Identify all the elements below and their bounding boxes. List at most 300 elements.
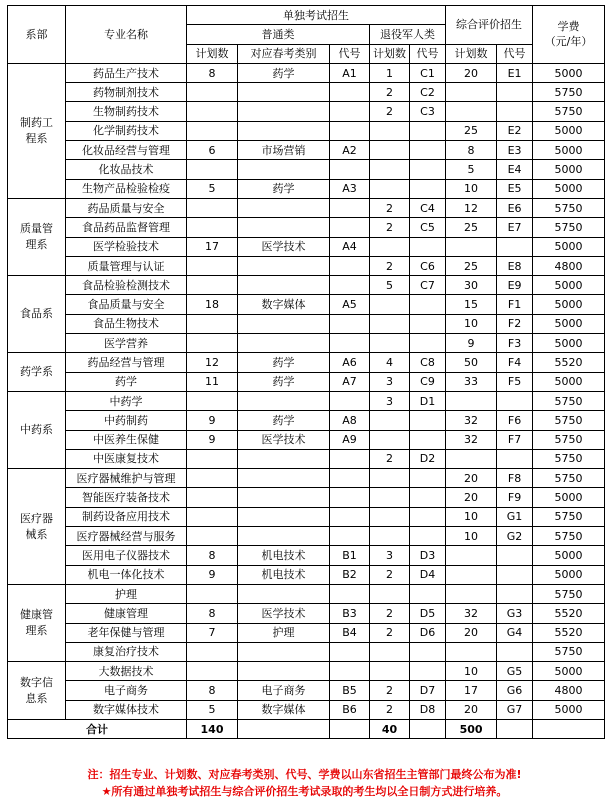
- tuition: 5000: [533, 276, 605, 295]
- veteran-code: [410, 430, 446, 449]
- veteran-code: C9: [410, 372, 446, 391]
- tuition: 5000: [533, 372, 605, 391]
- veteran-code: D5: [410, 604, 446, 623]
- veteran-plan: [370, 334, 410, 353]
- veteran-code: [410, 334, 446, 353]
- table-row: [8, 546, 605, 565]
- tuition: 5000: [533, 141, 605, 160]
- veteran-plan: 2: [370, 604, 410, 623]
- veteran-code: [410, 469, 446, 488]
- veteran-plan: 2: [370, 681, 410, 700]
- general-plan: [187, 83, 238, 102]
- general-code: A1: [330, 63, 370, 82]
- veteran-code: D4: [410, 565, 446, 584]
- dept-name: 中药系: [8, 391, 66, 468]
- veteran-code: [410, 179, 446, 198]
- header-comprehensive: 综合评价招生: [446, 6, 533, 45]
- general-category: 药学: [238, 411, 330, 430]
- general-code: [330, 160, 370, 179]
- table-row: [8, 623, 605, 642]
- general-code: [330, 198, 370, 217]
- tuition: 5000: [533, 488, 605, 507]
- table-row: [8, 469, 605, 488]
- major-name: 中药制药: [66, 411, 187, 430]
- table-row: [8, 256, 605, 275]
- major-name: 康复治疗技术: [66, 642, 187, 661]
- comprehensive-code: [497, 391, 533, 410]
- general-category: 电子商务: [238, 681, 330, 700]
- enrollment-plan-table: [7, 5, 605, 739]
- table-row: [8, 295, 605, 314]
- major-name: 食品生物技术: [66, 314, 187, 333]
- table-row: [8, 372, 605, 391]
- comprehensive-plan: [446, 102, 497, 121]
- veteran-code: C8: [410, 353, 446, 372]
- major-name: 中药学: [66, 391, 187, 410]
- veteran-plan: [370, 507, 410, 526]
- comprehensive-code: G3: [497, 604, 533, 623]
- general-plan: 9: [187, 430, 238, 449]
- general-plan: [187, 488, 238, 507]
- comprehensive-plan: [446, 391, 497, 410]
- veteran-code: D8: [410, 700, 446, 719]
- comprehensive-code: F8: [497, 469, 533, 488]
- table-row: [8, 527, 605, 546]
- major-name: 食品检验检测技术: [66, 276, 187, 295]
- general-category: 药学: [238, 372, 330, 391]
- veteran-plan: [370, 179, 410, 198]
- general-plan: [187, 449, 238, 468]
- tuition: 5000: [533, 160, 605, 179]
- comprehensive-plan: 8: [446, 141, 497, 160]
- general-code: [330, 102, 370, 121]
- comprehensive-code: E6: [497, 198, 533, 217]
- comprehensive-code: G6: [497, 681, 533, 700]
- veteran-code: [410, 527, 446, 546]
- major-name: 电子商务: [66, 681, 187, 700]
- general-category: [238, 276, 330, 295]
- general-plan: [187, 469, 238, 488]
- general-code: A9: [330, 430, 370, 449]
- general-plan: 12: [187, 353, 238, 372]
- comprehensive-plan: 10: [446, 179, 497, 198]
- veteran-plan: 2: [370, 700, 410, 719]
- tuition: 5750: [533, 430, 605, 449]
- general-plan: [187, 276, 238, 295]
- general-category: [238, 102, 330, 121]
- comprehensive-code: G7: [497, 700, 533, 719]
- comprehensive-plan: 10: [446, 314, 497, 333]
- table-row: [8, 353, 605, 372]
- general-plan: 5: [187, 700, 238, 719]
- veteran-code: [410, 584, 446, 603]
- table-row: [8, 604, 605, 623]
- major-name: 健康管理: [66, 604, 187, 623]
- comprehensive-code: E3: [497, 141, 533, 160]
- comprehensive-code: F9: [497, 488, 533, 507]
- veteran-code: D7: [410, 681, 446, 700]
- comprehensive-code: [497, 237, 533, 256]
- veteran-code: C5: [410, 218, 446, 237]
- general-code: B6: [330, 700, 370, 719]
- major-name: 药品经营与管理: [66, 353, 187, 372]
- veteran-plan: 2: [370, 218, 410, 237]
- general-code: [330, 662, 370, 681]
- general-plan: [187, 314, 238, 333]
- comprehensive-plan: 10: [446, 507, 497, 526]
- general-plan: [187, 507, 238, 526]
- tuition: 5520: [533, 353, 605, 372]
- general-category: 数字媒体: [238, 700, 330, 719]
- general-plan: [187, 584, 238, 603]
- comprehensive-plan: 30: [446, 276, 497, 295]
- tuition: 5750: [533, 391, 605, 410]
- comprehensive-plan: [446, 584, 497, 603]
- general-category: 医学技术: [238, 430, 330, 449]
- veteran-plan: [370, 237, 410, 256]
- general-plan: [187, 391, 238, 410]
- comprehensive-plan: 25: [446, 218, 497, 237]
- general-category: 机电技术: [238, 546, 330, 565]
- major-name: 大数据技术: [66, 662, 187, 681]
- general-category: [238, 527, 330, 546]
- comprehensive-code: E9: [497, 276, 533, 295]
- comprehensive-plan: 32: [446, 430, 497, 449]
- general-plan: [187, 218, 238, 237]
- general-code: [330, 488, 370, 507]
- general-plan: [187, 334, 238, 353]
- general-category: [238, 334, 330, 353]
- comprehensive-code: G5: [497, 662, 533, 681]
- veteran-plan: 2: [370, 256, 410, 275]
- header-general-category: 对应春考类别: [238, 44, 330, 63]
- comprehensive-plan: 15: [446, 295, 497, 314]
- general-plan: [187, 102, 238, 121]
- comprehensive-code: F5: [497, 372, 533, 391]
- tuition: 5000: [533, 121, 605, 140]
- general-plan: [187, 527, 238, 546]
- general-category: [238, 198, 330, 217]
- general-plan: 5: [187, 179, 238, 198]
- comprehensive-plan: 25: [446, 121, 497, 140]
- general-category: 护理: [238, 623, 330, 642]
- general-code: A4: [330, 237, 370, 256]
- general-code: A6: [330, 353, 370, 372]
- general-category: [238, 256, 330, 275]
- general-category: [238, 314, 330, 333]
- header-single-exam: 单独考试招生: [187, 6, 446, 25]
- general-code: [330, 218, 370, 237]
- tuition: 5000: [533, 237, 605, 256]
- table-row: [8, 276, 605, 295]
- major-name: 老年保健与管理: [66, 623, 187, 642]
- total-row: [8, 719, 605, 738]
- veteran-code: C2: [410, 83, 446, 102]
- general-code: B4: [330, 623, 370, 642]
- comprehensive-code: E2: [497, 121, 533, 140]
- general-code: [330, 449, 370, 468]
- veteran-plan: [370, 488, 410, 507]
- table-row: [8, 391, 605, 410]
- veteran-plan: 2: [370, 83, 410, 102]
- veteran-plan: 2: [370, 102, 410, 121]
- tuition: 5000: [533, 546, 605, 565]
- dept-name: 数字信 息系: [8, 662, 66, 720]
- table-row: [8, 662, 605, 681]
- comprehensive-code: E4: [497, 160, 533, 179]
- tuition: 5750: [533, 83, 605, 102]
- major-name: 智能医疗装备技术: [66, 488, 187, 507]
- comprehensive-code: G2: [497, 527, 533, 546]
- general-code: [330, 391, 370, 410]
- general-plan: [187, 256, 238, 275]
- table-row: [8, 584, 605, 603]
- total-comprehensive: 500: [446, 719, 497, 738]
- general-code: [330, 507, 370, 526]
- general-plan: 17: [187, 237, 238, 256]
- veteran-plan: 5: [370, 276, 410, 295]
- tuition: 5000: [533, 314, 605, 333]
- comprehensive-code: [497, 565, 533, 584]
- comprehensive-code: [497, 642, 533, 661]
- major-name: 数字媒体技术: [66, 700, 187, 719]
- veteran-code: [410, 488, 446, 507]
- table-row: [8, 334, 605, 353]
- general-plan: 6: [187, 141, 238, 160]
- comprehensive-code: F2: [497, 314, 533, 333]
- comprehensive-code: E1: [497, 63, 533, 82]
- table-row: [8, 121, 605, 140]
- veteran-plan: [370, 469, 410, 488]
- veteran-code: [410, 237, 446, 256]
- comprehensive-plan: 5: [446, 160, 497, 179]
- table-row: [8, 488, 605, 507]
- tuition: 5000: [533, 179, 605, 198]
- table-row: [8, 430, 605, 449]
- tuition: 5750: [533, 584, 605, 603]
- major-name: 医学检验技术: [66, 237, 187, 256]
- table-row: [8, 198, 605, 217]
- comprehensive-code: [497, 102, 533, 121]
- comprehensive-plan: 9: [446, 334, 497, 353]
- dept-name: 健康管 理系: [8, 584, 66, 661]
- tuition: 5750: [533, 469, 605, 488]
- header-veteran-plan: 计划数: [370, 44, 410, 63]
- general-code: [330, 584, 370, 603]
- comprehensive-plan: 20: [446, 700, 497, 719]
- table-row: [8, 642, 605, 661]
- general-category: 药学: [238, 353, 330, 372]
- tuition: 4800: [533, 256, 605, 275]
- veteran-code: C7: [410, 276, 446, 295]
- major-name: 生物产品检验检疫: [66, 179, 187, 198]
- comprehensive-plan: 25: [446, 256, 497, 275]
- general-category: 数字媒体: [238, 295, 330, 314]
- veteran-code: [410, 160, 446, 179]
- major-name: 食品药品监督管理: [66, 218, 187, 237]
- general-code: A8: [330, 411, 370, 430]
- tuition: 5000: [533, 63, 605, 82]
- major-name: 中医养生保健: [66, 430, 187, 449]
- major-name: 制药设备应用技术: [66, 507, 187, 526]
- general-category: [238, 662, 330, 681]
- veteran-code: [410, 314, 446, 333]
- header-comprehensive-plan: 计划数: [446, 44, 497, 63]
- dept-name: 食品系: [8, 276, 66, 353]
- general-code: A2: [330, 141, 370, 160]
- dept-name: 医疗器 械系: [8, 469, 66, 585]
- veteran-plan: [370, 527, 410, 546]
- dept-name: 质量管 理系: [8, 198, 66, 275]
- major-name: 药品质量与安全: [66, 198, 187, 217]
- header-major: 专业名称: [66, 6, 187, 64]
- major-name: 化妆品经营与管理: [66, 141, 187, 160]
- veteran-code: [410, 507, 446, 526]
- general-plan: 9: [187, 411, 238, 430]
- veteran-plan: 4: [370, 353, 410, 372]
- veteran-code: [410, 295, 446, 314]
- comprehensive-plan: [446, 546, 497, 565]
- general-plan: 7: [187, 623, 238, 642]
- general-plan: 8: [187, 604, 238, 623]
- tuition: 5000: [533, 295, 605, 314]
- general-code: [330, 642, 370, 661]
- general-code: [330, 121, 370, 140]
- major-name: 护理: [66, 584, 187, 603]
- major-name: 药学: [66, 372, 187, 391]
- general-plan: 18: [187, 295, 238, 314]
- general-code: B1: [330, 546, 370, 565]
- comprehensive-code: E5: [497, 179, 533, 198]
- major-name: 化妆品技术: [66, 160, 187, 179]
- major-name: 生物制药技术: [66, 102, 187, 121]
- dept-name: 药学系: [8, 353, 66, 392]
- comprehensive-plan: 32: [446, 411, 497, 430]
- header-general-code: 代号: [330, 44, 370, 63]
- tuition: 5000: [533, 662, 605, 681]
- comprehensive-code: G4: [497, 623, 533, 642]
- table-row: [8, 700, 605, 719]
- general-code: [330, 469, 370, 488]
- table-row: [8, 63, 605, 82]
- general-category: 市场营销: [238, 141, 330, 160]
- veteran-plan: 2: [370, 198, 410, 217]
- general-plan: [187, 642, 238, 661]
- veteran-plan: [370, 662, 410, 681]
- header-tuition-unit: （元/年）: [544, 35, 593, 49]
- general-code: [330, 276, 370, 295]
- veteran-plan: [370, 141, 410, 160]
- veteran-code: D6: [410, 623, 446, 642]
- veteran-code: C1: [410, 63, 446, 82]
- comprehensive-plan: 33: [446, 372, 497, 391]
- comprehensive-plan: 20: [446, 488, 497, 507]
- general-category: [238, 218, 330, 237]
- general-category: [238, 507, 330, 526]
- tuition: 5750: [533, 507, 605, 526]
- veteran-code: [410, 411, 446, 430]
- tuition: 5520: [533, 623, 605, 642]
- veteran-plan: 2: [370, 565, 410, 584]
- general-code: A3: [330, 179, 370, 198]
- comprehensive-code: F7: [497, 430, 533, 449]
- table-row: [8, 237, 605, 256]
- major-name: 医用电子仪器技术: [66, 546, 187, 565]
- table-row: [8, 314, 605, 333]
- veteran-code: [410, 141, 446, 160]
- table-row: [8, 102, 605, 121]
- veteran-plan: [370, 642, 410, 661]
- major-name: 药品生产技术: [66, 63, 187, 82]
- header-general: 普通类: [187, 25, 370, 44]
- veteran-plan: 3: [370, 391, 410, 410]
- general-category: [238, 584, 330, 603]
- comprehensive-plan: 32: [446, 604, 497, 623]
- comprehensive-code: [497, 83, 533, 102]
- general-category: 医学技术: [238, 604, 330, 623]
- table-row: [8, 411, 605, 430]
- header-tuition-label: 学费: [557, 20, 580, 34]
- major-name: 药物制剂技术: [66, 83, 187, 102]
- general-code: [330, 527, 370, 546]
- total-label: 合计: [8, 719, 187, 738]
- header-veteran-code: 代号: [410, 44, 446, 63]
- tuition: 5750: [533, 411, 605, 430]
- general-plan: 8: [187, 681, 238, 700]
- comprehensive-code: [497, 546, 533, 565]
- major-name: 机电一体化技术: [66, 565, 187, 584]
- veteran-plan: 3: [370, 546, 410, 565]
- general-code: [330, 83, 370, 102]
- general-plan: 8: [187, 546, 238, 565]
- general-plan: [187, 198, 238, 217]
- table-row: [8, 218, 605, 237]
- comprehensive-code: G1: [497, 507, 533, 526]
- veteran-code: [410, 662, 446, 681]
- header-general-plan: 计划数: [187, 44, 238, 63]
- veteran-code: D1: [410, 391, 446, 410]
- note-fulltime: ★所有通过单独考试招生与综合评价招生考试录取的考生均以全日制方式进行培养。: [101, 785, 508, 798]
- general-plan: 11: [187, 372, 238, 391]
- header-dept: 系部: [8, 6, 66, 64]
- general-plan: [187, 662, 238, 681]
- tuition: 5750: [533, 102, 605, 121]
- table-body: [8, 63, 605, 719]
- comprehensive-plan: 17: [446, 681, 497, 700]
- comprehensive-plan: [446, 83, 497, 102]
- comprehensive-code: F6: [497, 411, 533, 430]
- comprehensive-plan: 20: [446, 469, 497, 488]
- comprehensive-code: [497, 449, 533, 468]
- general-code: [330, 256, 370, 275]
- general-category: 药学: [238, 63, 330, 82]
- veteran-code: C3: [410, 102, 446, 121]
- veteran-code: C4: [410, 198, 446, 217]
- table-row: [8, 449, 605, 468]
- general-code: [330, 314, 370, 333]
- veteran-plan: [370, 160, 410, 179]
- tuition: 5750: [533, 218, 605, 237]
- total-veteran: 40: [370, 719, 410, 738]
- comprehensive-plan: [446, 642, 497, 661]
- general-plan: 9: [187, 565, 238, 584]
- table-header: [8, 6, 605, 64]
- table-row: [8, 83, 605, 102]
- table-row: [8, 141, 605, 160]
- total-general: 140: [187, 719, 238, 738]
- veteran-code: [410, 121, 446, 140]
- comprehensive-code: F3: [497, 334, 533, 353]
